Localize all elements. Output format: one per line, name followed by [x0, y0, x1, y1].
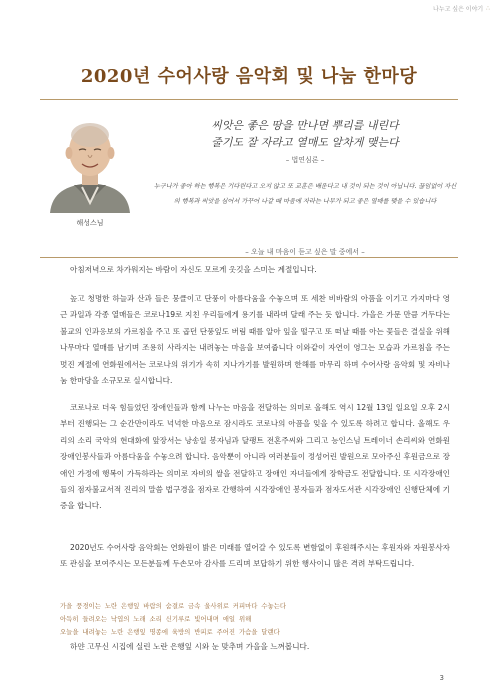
quote-source: – 법연심론 –	[285, 156, 325, 164]
paragraph-2: 높고 청명한 하늘과 산과 들은 뭉클이고 단풍이 아름다움을 수놓으며 또 세찬 비바람의 아픔을 이기고 가지마다 영근 과일과 각종 열매들은 코로나19로 지친 우리들에게 용기를 내라며 달래 주는 듯 합니다. 가을은 가문 만큼 거두다는 불교의 인과응보의 가르침을 주고 또 곱던 단풍잎도 버림 때를 알아 잎을 떨구고 또 떠날 때를 아는 꽃들은 결실을 위해 나무마다 열매를 남기며 조용히 사라지는 내려놓는 마음을 보여줍니다 이와같이 자연이 영그는 모습과 가르침을 주는 멋진 계절에 연화원에서는 코로나의 위기가 속히 지나가기를 발원하며 한해를 마무리 하며 수어사랑 음악회 및 자비나눔 한마당을 소규모로 실시합니다.	[60, 294, 450, 386]
quote-line-1: 씨앗은 좋은 땅을 만나면 뿌리를 내린다	[211, 119, 399, 132]
ornament-icon: ∴	[486, 5, 490, 12]
monk-photo	[44, 113, 136, 213]
photo-caption: 해성스님	[76, 219, 104, 227]
intro-source: – 오늘 내 마음이 듣고 싶은 말 중에서 –	[245, 248, 365, 256]
page-title: 2020년 수어사랑 음악회 및 나눔 한마당	[80, 66, 418, 87]
poem-line-3: 오늘을 내려놓는 노란 은행잎 명종에 육방의 반피로 주어진 가슴을 달랜다	[60, 628, 280, 636]
paragraph-3: 코로나로 더욱 힘들었던 장애인들과 함께 나누는 마음을 전달하는 의미로 올해도 역시 12월 13일 일요일 오후 2시부터 진행되는 그 순간만이라도 넉넉한 마음으로 잠시라도 코로나의 아픔을 잊을 수 있도록 하려고 합니다. 올해도 우리의 소리 국악의 현대화에 앞장서는 낭송일 봉자님과 달팽트 전혼주씨와 그리고 능인스님 트레이너 손리씨와 연화원 장애인봉사들과 아름다움을 수놓으려 합니다. 음악뿐이 아니라 여러분들이 정성어린 발원으로 모아주신 후원금으로 장애인 가정에 행복이 가득하라는 의미로 자비의 쌀을 전달하고 장애인 자녀들에게 장학금도 전달합니다. 또 시각장애인들의 점자불교서적 진리의 말씀 법구경을 점자로 간행하여 시각장애인 봉자들과 점자도서관 시각장애인 신행단체에 기증을 합니다.	[60, 403, 450, 511]
section-label: 나누고 싶은 이야기	[432, 6, 484, 13]
monk-portrait-image	[44, 113, 136, 213]
poem-excerpt	[60, 600, 450, 639]
top-divider	[40, 99, 458, 100]
quote-line-2: 줄기도 잘 자라고 열매도 알차게 맺는다	[211, 136, 399, 149]
section-header	[433, 4, 490, 13]
page-number: 3	[439, 674, 444, 682]
paragraph-5: 하얀 고무신 시집에 실린 노란 은행잎 시와 눈 맞추며 가을을 느껴봅니다.	[70, 642, 310, 651]
paragraph-1: 아침저녁으로 차가워지는 바람이 자신도 모르게 옷깃을 스미는 계절입니다.	[70, 265, 317, 274]
paragraph-4: 2020년도 수어사랑 음악회는 연화원이 밝은 미래를 열어갈 수 있도록 변함없이 후원해주시는 후원자와 자원봉사자 또 관심을 보여주시는 모든분들께 두손모아 감사를 드리며 보답하기 위한 행사이니 많은 격려 부탁드립니다.	[60, 543, 450, 569]
bottom-divider	[40, 257, 458, 258]
poem-line-1: 가을 풍경이는 노란 은행잎 바람의 숨결로 금속 울사위로 커피마다 수놓는다	[60, 602, 286, 610]
intro-text: 누구나가 좋아 하는 행복은 기다린다고 오지 않고 또 교훈은 배운다고 내 것이 되는 것이 아닙니다. 끊임없이 자신의 행복과 씨앗을 심어서 가꾸어 나갈 때 마음에 자라는 나무가 되고 좋은 열매를 맺을 수 있습니다	[153, 183, 457, 205]
poem-line-2: 아득히 들려오는 낙엽의 노래 소리 신기루로 빛어내며 애일 위해	[60, 615, 252, 623]
